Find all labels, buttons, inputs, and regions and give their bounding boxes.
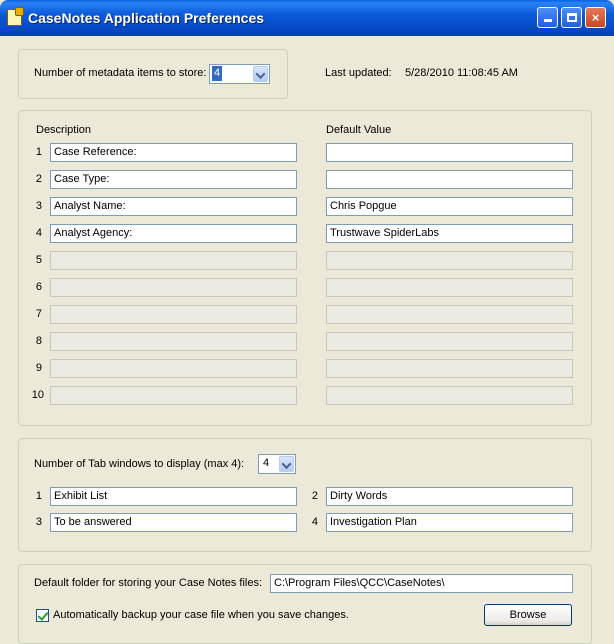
row-number: 2 <box>35 173 42 185</box>
description-input[interactable]: Analyst Name: <box>50 197 297 216</box>
chevron-down-icon[interactable] <box>279 456 294 472</box>
metadata-count-value: 4 <box>214 67 221 79</box>
folder-path-input[interactable]: C:\Program Files\QCC\CaseNotes\ <box>270 574 573 593</box>
row-number: 5 <box>35 254 42 266</box>
notes-app-icon <box>7 9 22 26</box>
tab-name-input[interactable]: Dirty Words <box>326 487 573 506</box>
description-input[interactable] <box>50 278 297 297</box>
minimize-button[interactable] <box>537 7 558 28</box>
description-input[interactable] <box>50 332 297 351</box>
description-input[interactable] <box>50 251 297 270</box>
row-number: 7 <box>35 308 42 320</box>
row-number: 9 <box>35 362 42 374</box>
maximize-icon <box>567 13 577 22</box>
tab-number: 4 <box>311 516 318 528</box>
default-value-input[interactable]: Trustwave SpiderLabs <box>326 224 573 243</box>
last-updated-label: Last updated: <box>325 67 392 79</box>
tab-number: 3 <box>35 516 42 528</box>
last-updated-value: 5/28/2010 11:08:45 AM <box>405 67 518 79</box>
title-bar[interactable] <box>0 0 614 36</box>
tab-count-value: 4 <box>263 457 270 469</box>
close-button[interactable] <box>585 7 606 28</box>
default-value-input[interactable] <box>326 332 573 351</box>
row-number: 10 <box>31 389 44 401</box>
row-number: 4 <box>35 227 42 239</box>
row-number: 1 <box>35 146 42 158</box>
browse-button[interactable]: Browse <box>484 604 572 626</box>
description-header: Description <box>36 124 92 136</box>
default-value-input[interactable]: Chris Popgue <box>326 197 573 216</box>
default-value-input[interactable] <box>326 170 573 189</box>
description-input[interactable]: Case Reference: <box>50 143 297 162</box>
row-number: 3 <box>35 200 42 212</box>
backup-label: Automatically backup your case file when you save changes. <box>53 609 349 621</box>
tab-number: 2 <box>311 490 318 502</box>
metadata-count-label: Number of metadata items to store: <box>34 67 207 79</box>
default-value-input[interactable] <box>326 359 573 378</box>
backup-checkbox[interactable] <box>36 609 49 622</box>
description-input[interactable] <box>50 305 297 324</box>
default-value-input[interactable] <box>326 278 573 297</box>
default-value-input[interactable] <box>326 386 573 405</box>
description-input[interactable] <box>50 359 297 378</box>
tab-name-input[interactable]: Investigation Plan <box>326 513 573 532</box>
tab-count-label: Number of Tab windows to display (max 4): <box>34 458 245 470</box>
tab-name-input[interactable]: To be answered <box>50 513 297 532</box>
description-input[interactable] <box>50 386 297 405</box>
default-value-input[interactable] <box>326 251 573 270</box>
tab-count-select[interactable] <box>258 454 296 474</box>
description-input[interactable]: Analyst Agency: <box>50 224 297 243</box>
folder-label: Default folder for storing your Case Notes files: <box>34 577 263 589</box>
metadata-count-select[interactable] <box>209 64 270 84</box>
minimize-icon <box>544 19 552 22</box>
row-number: 8 <box>35 335 42 347</box>
tab-number: 1 <box>35 490 42 502</box>
maximize-button[interactable] <box>561 7 582 28</box>
window-title: CaseNotes Application Preferences <box>28 10 265 26</box>
close-icon: × <box>591 10 600 25</box>
default-value-input[interactable] <box>326 143 573 162</box>
row-number: 6 <box>35 281 42 293</box>
chevron-down-icon[interactable] <box>253 66 268 82</box>
description-input[interactable]: Case Type: <box>50 170 297 189</box>
default-value-input[interactable] <box>326 305 573 324</box>
tab-name-input[interactable]: Exhibit List <box>50 487 297 506</box>
default-value-header: Default Value <box>326 124 392 136</box>
